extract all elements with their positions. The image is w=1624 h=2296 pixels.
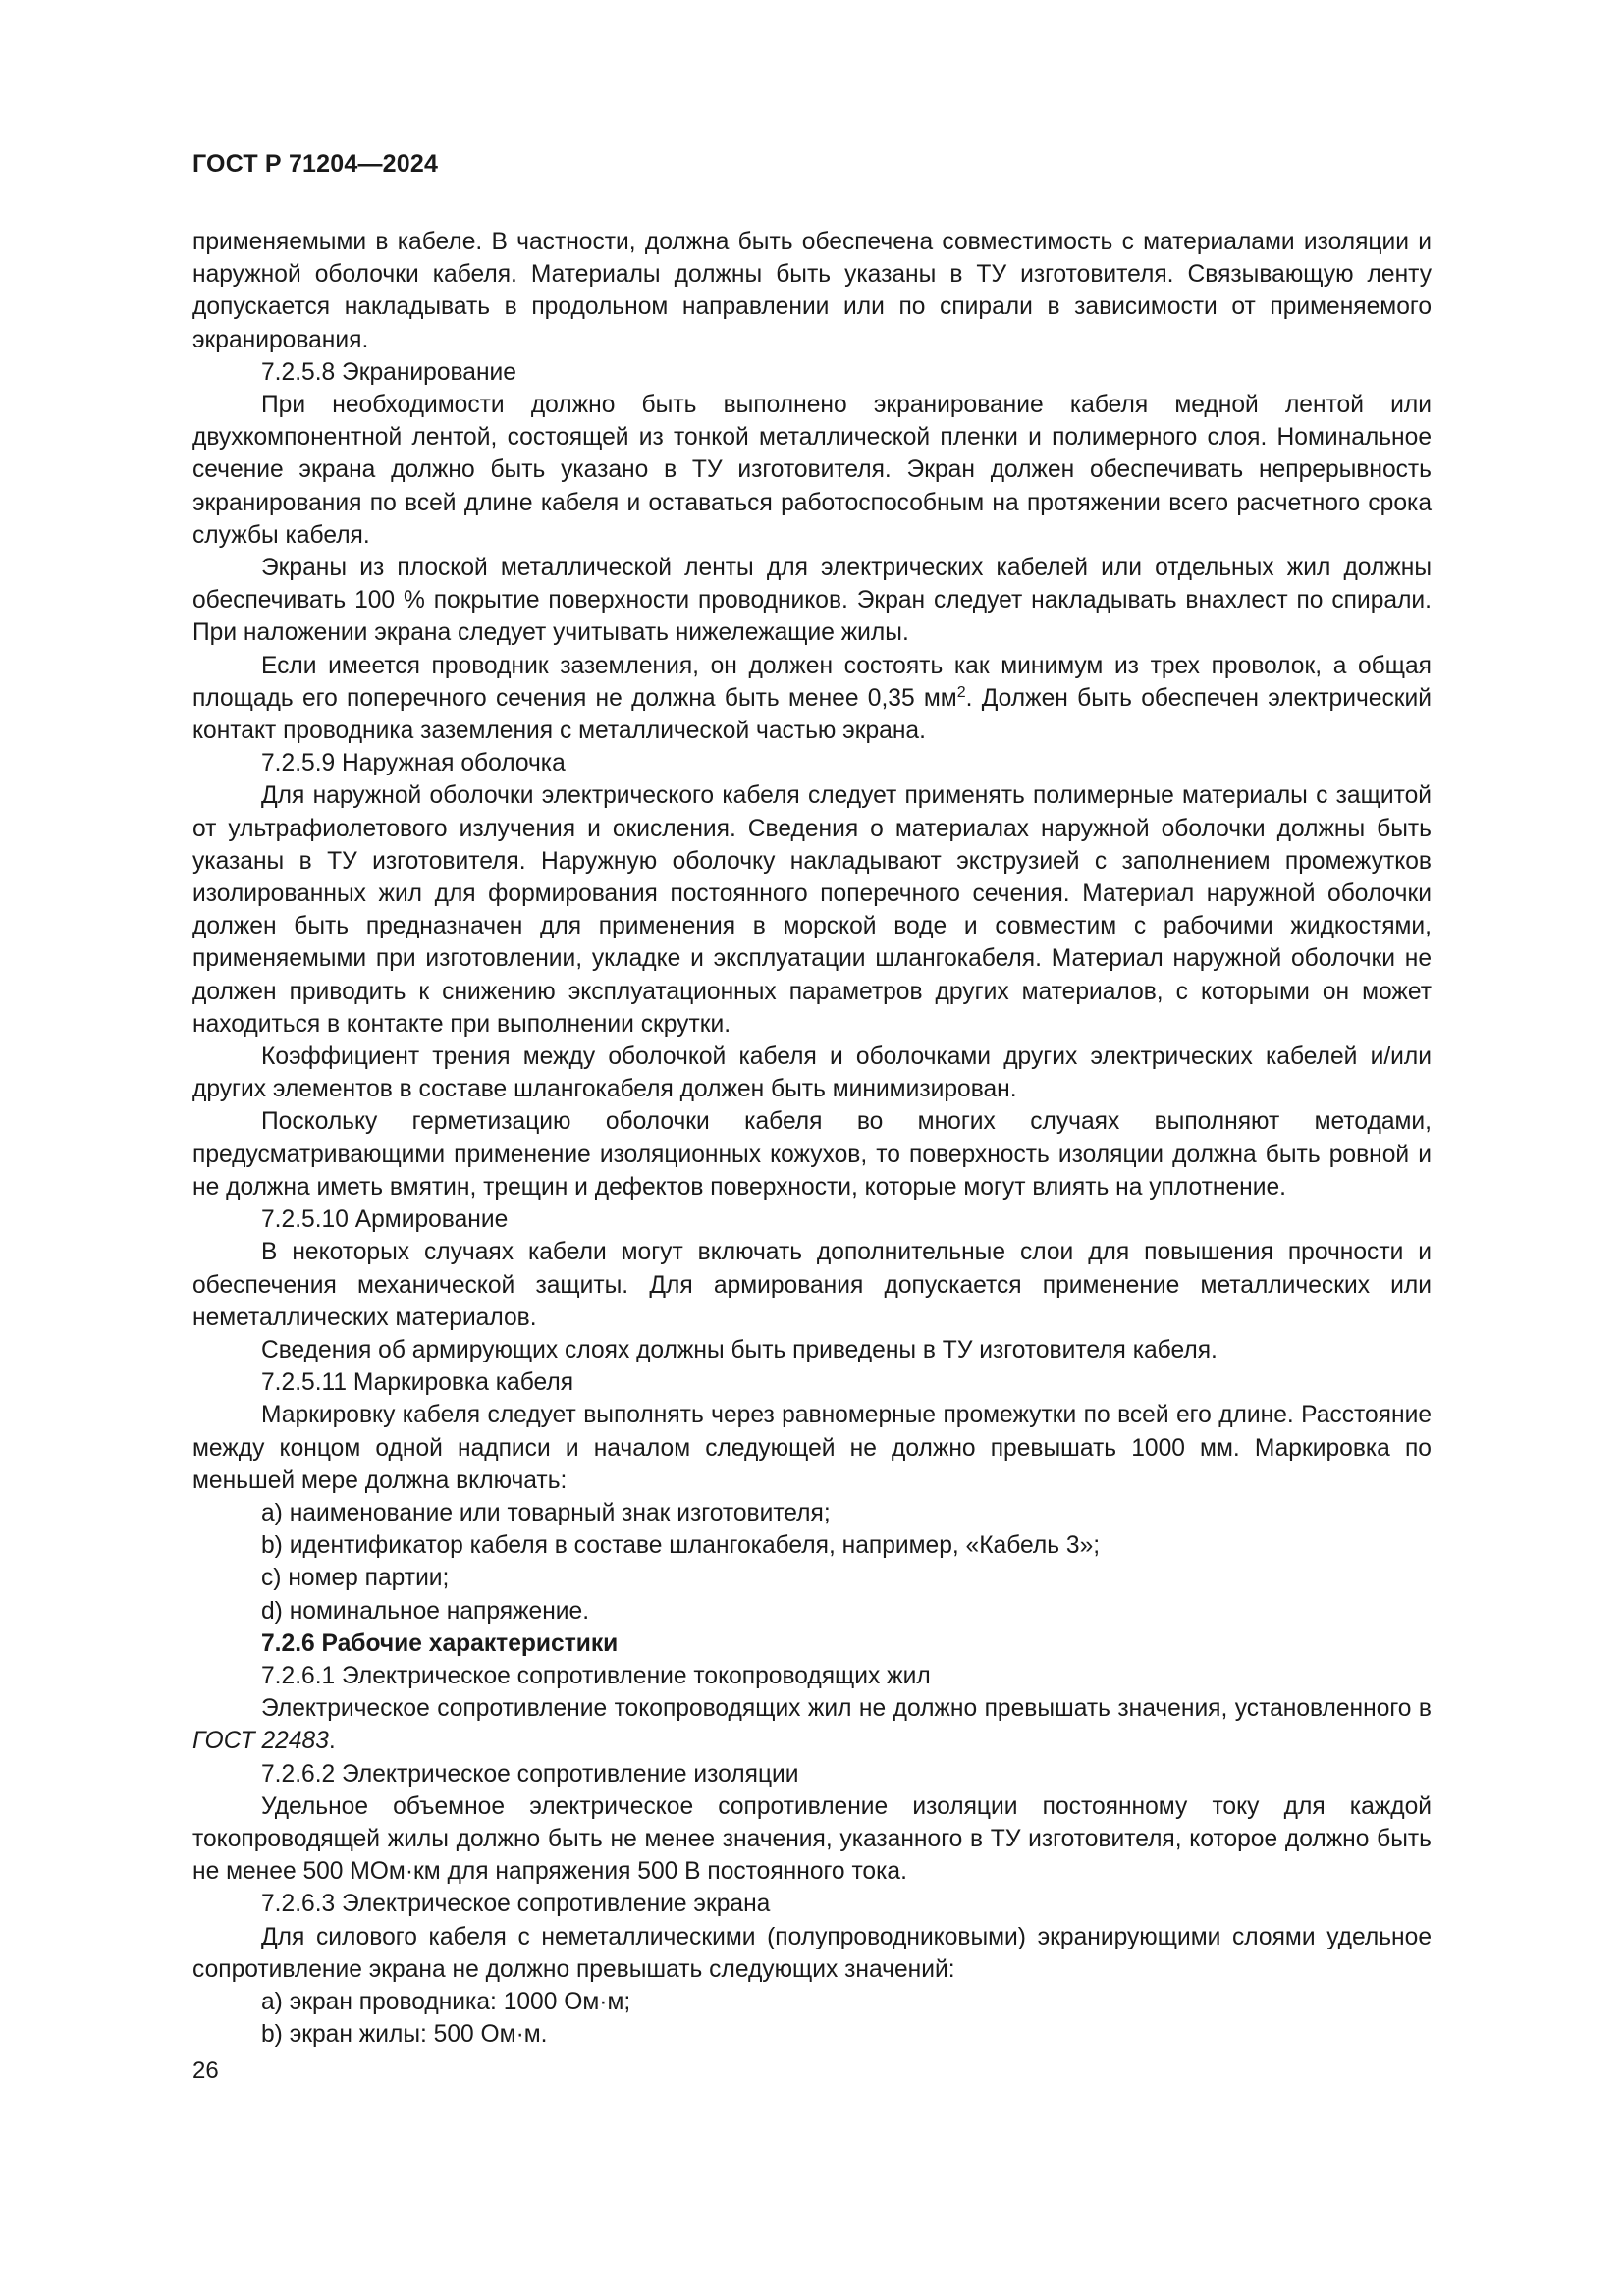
paragraph-grounding-conductor — [192, 650, 1432, 748]
document-header: ГОСТ Р 71204—2024 — [192, 150, 439, 178]
paragraph: Экраны из плоской металлической ленты для электрических кабелей или отдельных жил должны обеспечивать 100 % покрытие поверхности проводников. Экран следует накладывать внахлест по спирали. При наложении экрана следует учитывать нижележащие жилы. — [192, 555, 1432, 647]
paragraph-text: . Должен быть обеспечен электрический контакт проводника заземления с металлической частью экрана. — [192, 684, 1432, 745]
paragraph: Коэффициент трения между оболочкой кабеля и оболочками других электрических кабелей и/или других элементов в составе шлангокабеля должен быть минимизирован. — [192, 1043, 1432, 1103]
paragraph-text: . — [328, 1728, 336, 1755]
document-body — [192, 226, 1432, 2051]
paragraph: Маркировку кабеля следует выполнять через равномерные промежутки по всей его длине. Расстояние между концом одной надписи и началом следующей не должно превышать 1000 мм. Маркировка по меньшей мере должна включать: — [192, 1402, 1432, 1494]
superscript: 2 — [956, 683, 966, 701]
paragraph: Для силового кабеля с неметаллическими (полупроводниковыми) экранирующими слоями удельное сопротивление экрана не должно превышать следующих значений: — [192, 1923, 1432, 1983]
section-heading-7-2-5-8: 7.2.5.8 Экранирование — [261, 358, 516, 386]
paragraph-text: Если имеется проводник заземления, он должен состоять как минимум из трех проволок, а общая площадь его поперечного сечения не должна быть менее 0,35 мм — [192, 652, 1432, 712]
paragraph-text: Электрическое сопротивление токопроводящих жил не должно превышать значения, установленного в — [261, 1695, 1432, 1723]
list-item: a) наименование или товарный знак изготовителя; — [261, 1499, 831, 1526]
section-heading-7-2-6-1: 7.2.6.1 Электрическое сопротивление токопроводящих жил — [261, 1662, 931, 1689]
section-heading-7-2-5-9: 7.2.5.9 Наружная оболочка — [261, 750, 566, 777]
list-item: d) номинальное напряжение. — [261, 1597, 590, 1625]
paragraph-continuation: применяемыми в кабеле. В частности, должна быть обеспечена совместимость с материалами изоляции и наружной оболочки кабеля. Материалы должны быть указаны в ТУ изготовителя. Связывающую ленту допускается накладывать в продольном направлении или по спирали в зависимости от применяемого экранирования. — [192, 229, 1432, 353]
page-number: 26 — [192, 2057, 219, 2084]
list-item: c) номер партии; — [261, 1565, 450, 1592]
section-heading-7-2-6-3: 7.2.6.3 Электрическое сопротивление экрана — [261, 1891, 771, 1918]
standard-reference: ГОСТ 22483 — [192, 1728, 329, 1755]
paragraph: Удельное объемное электрическое сопротивление изоляции постоянному току для каждой токопроводящей жилы должно быть не менее значения, указанного в ТУ изготовителя, которое должно быть не менее 500 МОм·км для напряжения 500 В постоянного тока. — [192, 1792, 1432, 1886]
paragraph: Сведения об армирующих слоях должны быть приведены в ТУ изготовителя кабеля. — [261, 1336, 1218, 1363]
list-item: b) экран жилы: 500 Ом·м. — [261, 2021, 548, 2049]
paragraph: При необходимости должно быть выполнено экранирование кабеля медной лентой или двухкомпонентной лентой, состоящей из тонкой металлической пленки и полимерного слоя. Номинальное сечение экрана должно быть указано в ТУ изготовителя. Экран должен обеспечивать непрерывность экранирования по всей длине кабеля и оставаться работоспособным на протяжении всего расчетного срока службы кабеля. — [192, 392, 1432, 549]
section-heading-7-2-5-11: 7.2.5.11 Маркировка кабеля — [261, 1369, 574, 1397]
section-heading-7-2-6-2: 7.2.6.2 Электрическое сопротивление изоляции — [261, 1760, 799, 1788]
paragraph: Поскольку герметизацию оболочки кабеля во многих случаях выполняют методами, предусматривающими применение изоляционных кожухов, то поверхность изоляции должна быть ровной и не должна иметь вмятин, трещин и дефектов поверхности, которые могут влиять на уплотнение. — [192, 1108, 1432, 1201]
paragraph-conductor-resistance — [192, 1692, 1432, 1757]
list-item: b) идентификатор кабеля в составе шлангокабеля, например, «Кабель 3»; — [261, 1532, 1101, 1560]
list-item: a) экран проводника: 1000 Ом·м; — [261, 1988, 631, 2015]
section-heading-7-2-6: 7.2.6 Рабочие характеристики — [261, 1629, 619, 1657]
paragraph: В некоторых случаях кабели могут включать дополнительные слои для повышения прочности и обеспечения механической защиты. Для армирования допускается применение металлических или неметаллических материалов. — [192, 1239, 1432, 1331]
paragraph: Для наружной оболочки электрического кабеля следует применять полимерные материалы с защитой от ультрафиолетового излучения и окисления. Сведения о материалах наружной оболочки должны быть указаны в ТУ изготовителя. Наружную оболочку накладывают экструзией с заполнением промежутков изолированных жил для формирования постоянного поперечного сечения. Материал наружной оболочки должен быть предназначен для применения в морской воде и совместим с рабочими жидкостями, применяемыми при изготовлении, укладке и эксплуатации шлангокабеля. Материал наружной оболочки не должен приводить к снижению эксплуатационных параметров других материалов, с которыми он может находиться в контакте при выполнении скрутки. — [192, 782, 1432, 1038]
section-heading-7-2-5-10: 7.2.5.10 Армирование — [261, 1206, 509, 1234]
